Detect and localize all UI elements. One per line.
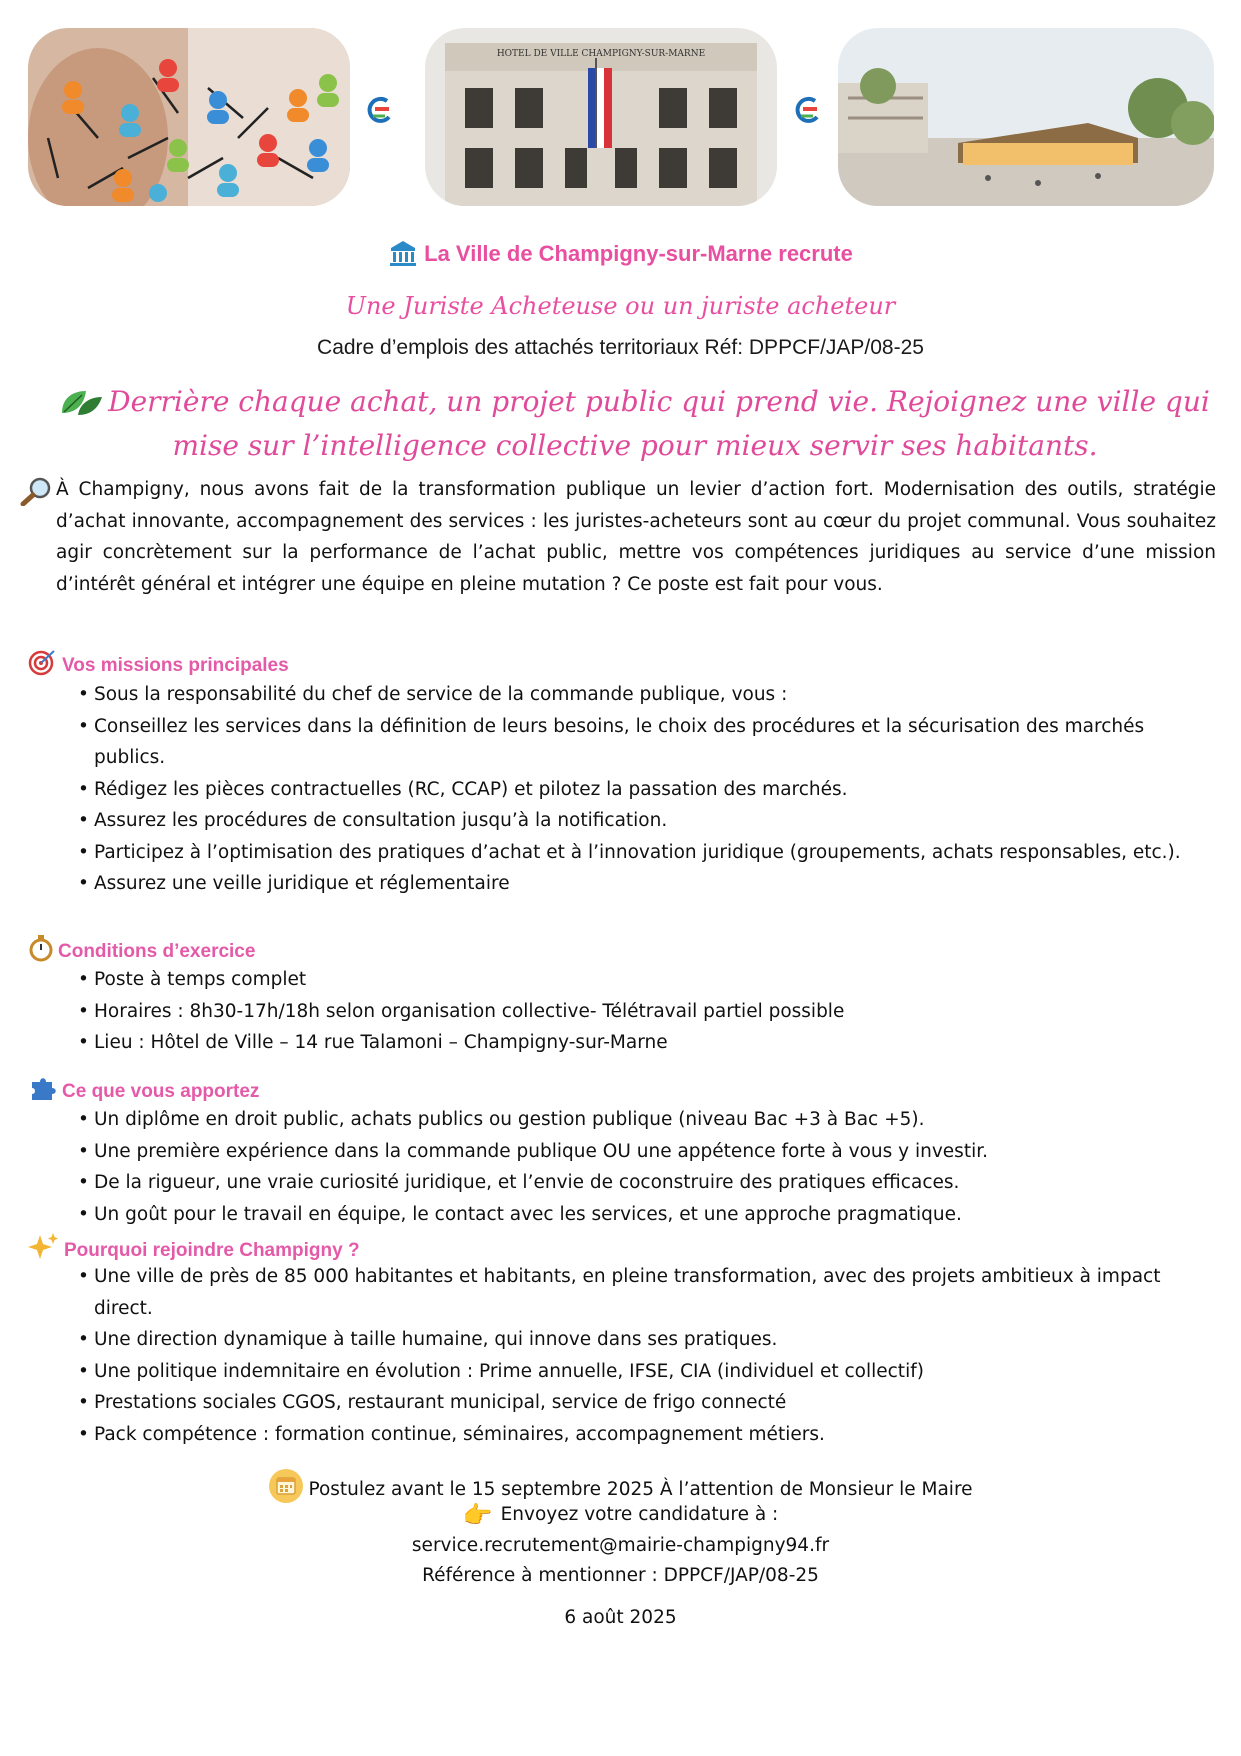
list-item: • Sous la responsabilité du chef de service de la commande publique, vous :: [78, 679, 1218, 711]
publication-date: 6 août 2025: [564, 1607, 677, 1628]
building-sign: HOTEL DE VILLE CHAMPIGNY-SUR-MARNE: [496, 49, 706, 59]
missions-list: [78, 679, 1218, 900]
intro-paragraph: [56, 474, 1216, 600]
send-text: Envoyez votre candidature à :: [500, 1504, 779, 1525]
reference-line: Référence à mentionner : DPPCF/JAP/08-25: [422, 1565, 819, 1586]
list-item: • Une politique indemnitaire en évolution : Prime annuelle, IFSE, CIA (individuel et collectif): [78, 1356, 1218, 1388]
champigny-logo-icon: [365, 95, 395, 125]
list-item: • Un goût pour le travail en équipe, le contact avec les services, et une approche pragmatique.: [78, 1199, 1218, 1231]
list-item: • Une ville de près de 85 000 habitantes et habitants, en pleine transformation, avec des projets ambitieux à impact direct.: [78, 1261, 1218, 1324]
why-heading: [28, 1231, 360, 1262]
leaves-icon: [60, 387, 104, 417]
list-item: • De la rigueur, une vraie curiosité juridique, et l’envie de coconstruire des pratiques efficaces.: [78, 1167, 1218, 1199]
page-title: [0, 238, 1241, 268]
list-item: • Assurez les procédures de consultation jusqu’à la notification.: [78, 805, 1218, 837]
profile-heading: [28, 1074, 259, 1103]
profile-heading-text: Ce que vous apportez: [62, 1081, 260, 1102]
job-reference: Cadre d’emplois des attachés territoriaux Réf: DPPCF/JAP/08-25: [317, 336, 924, 359]
target-icon: [28, 648, 58, 676]
photo-network-people: [28, 28, 350, 206]
list-item: • Conseillez les services dans la définition de leurs besoins, le choix des procédures et la sécurisation des marchés publics.: [78, 711, 1218, 774]
photo-market-hall: [838, 28, 1214, 206]
conditions-list: [78, 964, 1218, 1059]
job-title: Une Juriste Acheteuse ou un juriste acheteur: [345, 292, 896, 320]
tagline-line-1: Derrière chaque achat, un projet public qui prend vie. Rejoignez une ville qui: [108, 385, 1210, 418]
pointing-hand-icon: 👉: [462, 1501, 493, 1529]
missions-heading-text: Vos missions principales: [62, 655, 289, 676]
list-item: • Un diplôme en droit public, achats publics ou gestion publique (niveau Bac +3 à Bac +5).: [78, 1104, 1218, 1136]
list-item: • Rédigez les pièces contractuelles (RC, CCAP) et pilotez la passation des marchés.: [78, 774, 1218, 806]
conditions-heading: [28, 934, 255, 963]
conditions-heading-text: Conditions d’exercice: [58, 941, 256, 962]
list-item: • Participez à l’optimisation des pratiques d’achat et à l’innovation juridique (groupements, achats responsables, etc.).: [78, 837, 1218, 869]
list-item: • Pack compétence : formation continue, séminaires, accompagnement métiers.: [78, 1419, 1218, 1451]
list-item: • Lieu : Hôtel de Ville – 14 rue Talamoni – Champigny-sur-Marne: [78, 1027, 1218, 1059]
send-line: [0, 1500, 1241, 1530]
champigny-logo-icon: [793, 95, 823, 125]
list-item: • Une première expérience dans la commande publique OU une appétence forte à vous y investir.: [78, 1136, 1218, 1168]
missions-heading: [28, 648, 289, 677]
list-item: • Assurez une veille juridique et réglementaire: [78, 868, 1218, 900]
calendar-icon: [268, 1468, 304, 1504]
intro-text: À Champigny, nous avons fait de la transformation publique un levier d’action fort. Modernisation des outils, stratégie d’achat innovante, accompagnement des services : les juristes-acheteurs sont au cœur du projet communal. Vous souhaitez agir concrètement sur la performance de l’achat public, mettre vos compétences juridiques au service d’une mission d’intérêt général et intégrer une équipe en pleine mutation ? Ce poste est fait pour vous.: [56, 479, 1216, 595]
deadline-text: Postulez avant le 15 septembre 2025 À l’attention de Monsieur le Maire: [308, 1479, 973, 1500]
profile-list: [78, 1104, 1218, 1230]
sparkles-icon: [28, 1231, 60, 1261]
list-item: • Poste à temps complet: [78, 964, 1218, 996]
city-hall-icon: [388, 238, 418, 268]
title-text: La Ville de Champigny-sur-Marne recrute: [424, 241, 853, 266]
magnifier-icon: [20, 476, 52, 506]
tagline-line-2: mise sur l’intelligence collective pour mieux servir ses habitants.: [172, 429, 1098, 462]
puzzle-icon: [28, 1074, 58, 1102]
email-link[interactable]: service.recrutement@mairie-champigny94.fr: [411, 1535, 830, 1556]
why-heading-text: Pourquoi rejoindre Champigny ?: [64, 1240, 360, 1261]
list-item: • Prestations sociales CGOS, restaurant municipal, service de frigo connecté: [78, 1387, 1218, 1419]
list-item: • Une direction dynamique à taille humaine, qui innove dans ses pratiques.: [78, 1324, 1218, 1356]
stopwatch-icon: [28, 934, 54, 962]
why-list: [78, 1261, 1218, 1450]
tagline: [60, 380, 1210, 468]
list-item: • Horaires : 8h30-17h/18h selon organisation collective- Télétravail partiel possible: [78, 996, 1218, 1028]
photo-hotel-de-ville: [425, 28, 777, 206]
